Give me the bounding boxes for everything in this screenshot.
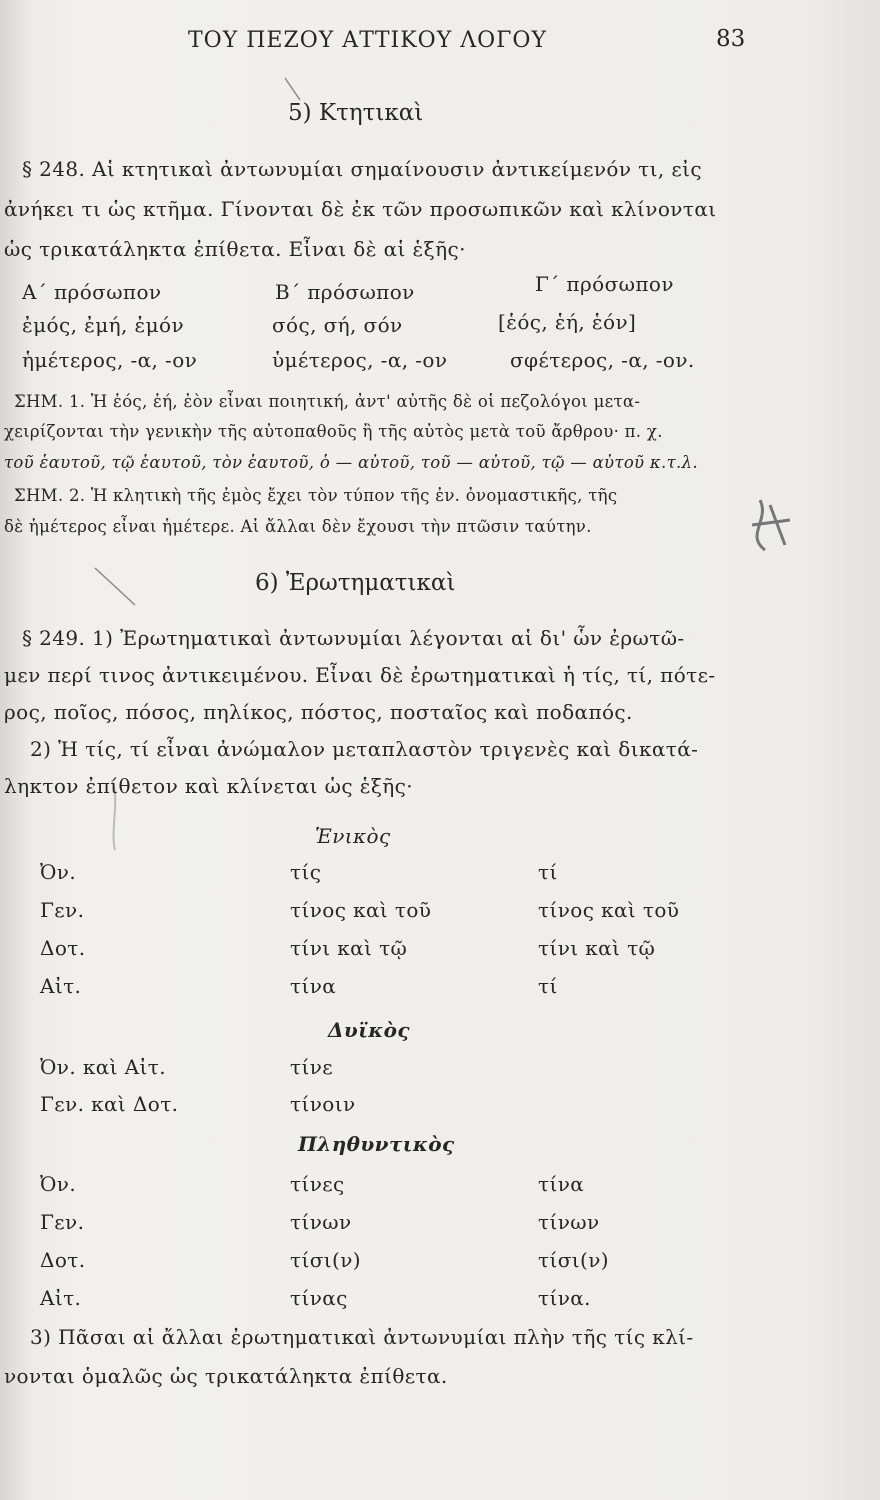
running-title: ΤΟΥ ΠΕΖΟΥ ΑΤΤΙΚΟΥ ΛΟΓΟΥ	[188, 28, 547, 53]
pl-neut-acc: τίνα.	[538, 1286, 591, 1310]
dual-heading: Δυϊκὸς	[328, 1018, 410, 1042]
pl-case-nom: Ὀν.	[40, 1172, 77, 1196]
note-2-line-2: δὲ ἡμέτερος εἶναι ἡμέτερε. Αἱ ἄλλαι δὲν ἔχουσι τὴν πτῶσιν ταύτην.	[4, 517, 592, 536]
plural-heading: Πληθυντικὸς	[298, 1132, 455, 1156]
paragraph-249-line-3: ρος, ποῖος, πόσος, πηλίκος, πόστος, ποσταῖος καὶ ποδαπός.	[4, 700, 633, 724]
note-1-line-2: χειρίζονται τὴν γενικὴν τῆς αὐτοπαθοῦς ἢ τῆς αὐτὸς μετὰ τοῦ ἄρθρου· π. χ.	[4, 422, 663, 441]
paragraph-248-line-1: § 248. Αἱ κτητικαὶ ἀντωνυμίαι σημαίνουσιν ἀντικείμενόν τι, εἰς	[22, 157, 702, 181]
page-number: 83	[716, 26, 746, 52]
section-6-title: 6) Ἐρωτηματικαὶ	[255, 570, 456, 596]
person-3-plural: σφέτερος, -α, -ον.	[510, 348, 695, 372]
sg-case-gen: Γεν.	[40, 898, 85, 922]
pl-masc-nom: τίνες	[290, 1172, 345, 1196]
person-2-singular: σός, σή, σόν	[272, 313, 403, 337]
person-1-singular: ἐμός, ἐμή, ἐμόν	[22, 313, 185, 337]
du-form-gen-dat: τίνοιν	[290, 1092, 356, 1116]
final-line-1: 3) Πᾶσαι αἱ ἄλλαι ἐρωτηματικαὶ ἀντωνυμίαι πλὴν τῆς τίς κλί-	[30, 1325, 694, 1349]
du-form-nom-acc: τίνε	[290, 1055, 334, 1079]
person-header-3: Γ΄ πρόσωπον	[535, 272, 674, 296]
paragraph-249-line-1: § 249. 1) Ἐρωτηματικαὶ ἀντωνυμίαι λέγονται αἱ δι' ὧν ἐρωτῶ-	[22, 626, 685, 650]
paragraph-249-line-2: μεν περί τινος ἀντικειμένου. Εἶναι δὲ ἐρωτηματικαὶ ἡ τίς, τί, πότε-	[4, 663, 716, 687]
note-1-line-1: ΣΗΜ. 1. Ἡ ἑός, ἑή, ἑὸν εἶναι ποιητική, ἀντ' αὐτῆς δὲ οἱ πεζολόγοι μετα-	[14, 392, 641, 411]
sg-case-dat: Δοτ.	[40, 936, 86, 960]
pl-masc-gen: τίνων	[290, 1210, 352, 1234]
sg-masc-nom: τίς	[290, 860, 322, 884]
paragraph-248-line-3: ὡς τρικατάληκτα ἐπίθετα. Εἶναι δὲ αἱ ἑξῆς·	[4, 237, 466, 261]
sg-neut-gen: τίνος καὶ τοῦ	[538, 898, 680, 922]
pl-case-dat: Δοτ.	[40, 1248, 86, 1272]
paragraph-249-line-4: 2) Ἡ τίς, τί εἶναι ἀνώμαλον μεταπλαστὸν τριγενὲς καὶ δικατά-	[30, 737, 699, 761]
note-2-line-1: ΣΗΜ. 2. Ἡ κλητικὴ τῆς ἐμὸς ἔχει τὸν τύπον τῆς ἐν. ὀνομαστικῆς, τῆς	[14, 486, 618, 505]
sg-masc-dat: τίνι καὶ τῷ	[290, 936, 408, 960]
sg-neut-dat: τίνι καὶ τῷ	[538, 936, 656, 960]
sg-masc-gen: τίνος καὶ τοῦ	[290, 898, 432, 922]
pl-case-gen: Γεν.	[40, 1210, 85, 1234]
pl-neut-nom: τίνα	[538, 1172, 585, 1196]
sg-neut-nom: τί	[538, 860, 558, 884]
pl-masc-acc: τίνας	[290, 1286, 348, 1310]
pl-case-acc: Αἰτ.	[40, 1286, 82, 1310]
pl-masc-dat: τίσι(ν)	[290, 1248, 361, 1272]
paragraph-248-line-2: ἀνήκει τι ὡς κτῆμα. Γίνονται δὲ ἐκ τῶν προσωπικῶν καὶ κλίνονται	[4, 197, 717, 221]
note-1-line-3: τοῦ ἑαυτοῦ, τῷ ἑαυτοῦ, τὸν ἑαυτοῦ, ὁ — αὐτοῦ, τοῦ — αὐτοῦ, τῷ — αὐτοῦ κ.τ.λ.	[4, 453, 698, 472]
paragraph-249-line-5: ληκτον ἐπίθετον καὶ κλίνεται ὡς ἑξῆς·	[4, 774, 413, 798]
final-line-2: νονται ὁμαλῶς ὡς τρικατάληκτα ἐπίθετα.	[4, 1364, 448, 1388]
sg-masc-acc: τίνα	[290, 974, 337, 998]
person-header-1: Α΄ πρόσωπον	[22, 280, 162, 304]
singular-heading: Ἑνικὸς	[315, 824, 391, 848]
section-5-title: 5) Κτητικαὶ	[288, 100, 424, 126]
pl-neut-gen: τίνων	[538, 1210, 600, 1234]
sg-case-acc: Αἰτ.	[40, 974, 82, 998]
person-2-plural: ὑμέτερος, -α, -ον	[272, 348, 448, 372]
person-3-singular: [ἑός, ἑή, ἑόν]	[498, 310, 637, 334]
sg-case-nom: Ὀν.	[40, 860, 77, 884]
sg-neut-acc: τί	[538, 974, 558, 998]
person-header-2: Β΄ πρόσωπον	[275, 280, 415, 304]
person-1-plural: ἡμέτερος, -α, -ον	[22, 348, 198, 372]
du-case-gen-dat: Γεν. καὶ Δοτ.	[40, 1092, 179, 1116]
du-case-nom-acc: Ὀν. καὶ Αἰτ.	[40, 1055, 166, 1079]
pl-neut-dat: τίσι(ν)	[538, 1248, 609, 1272]
